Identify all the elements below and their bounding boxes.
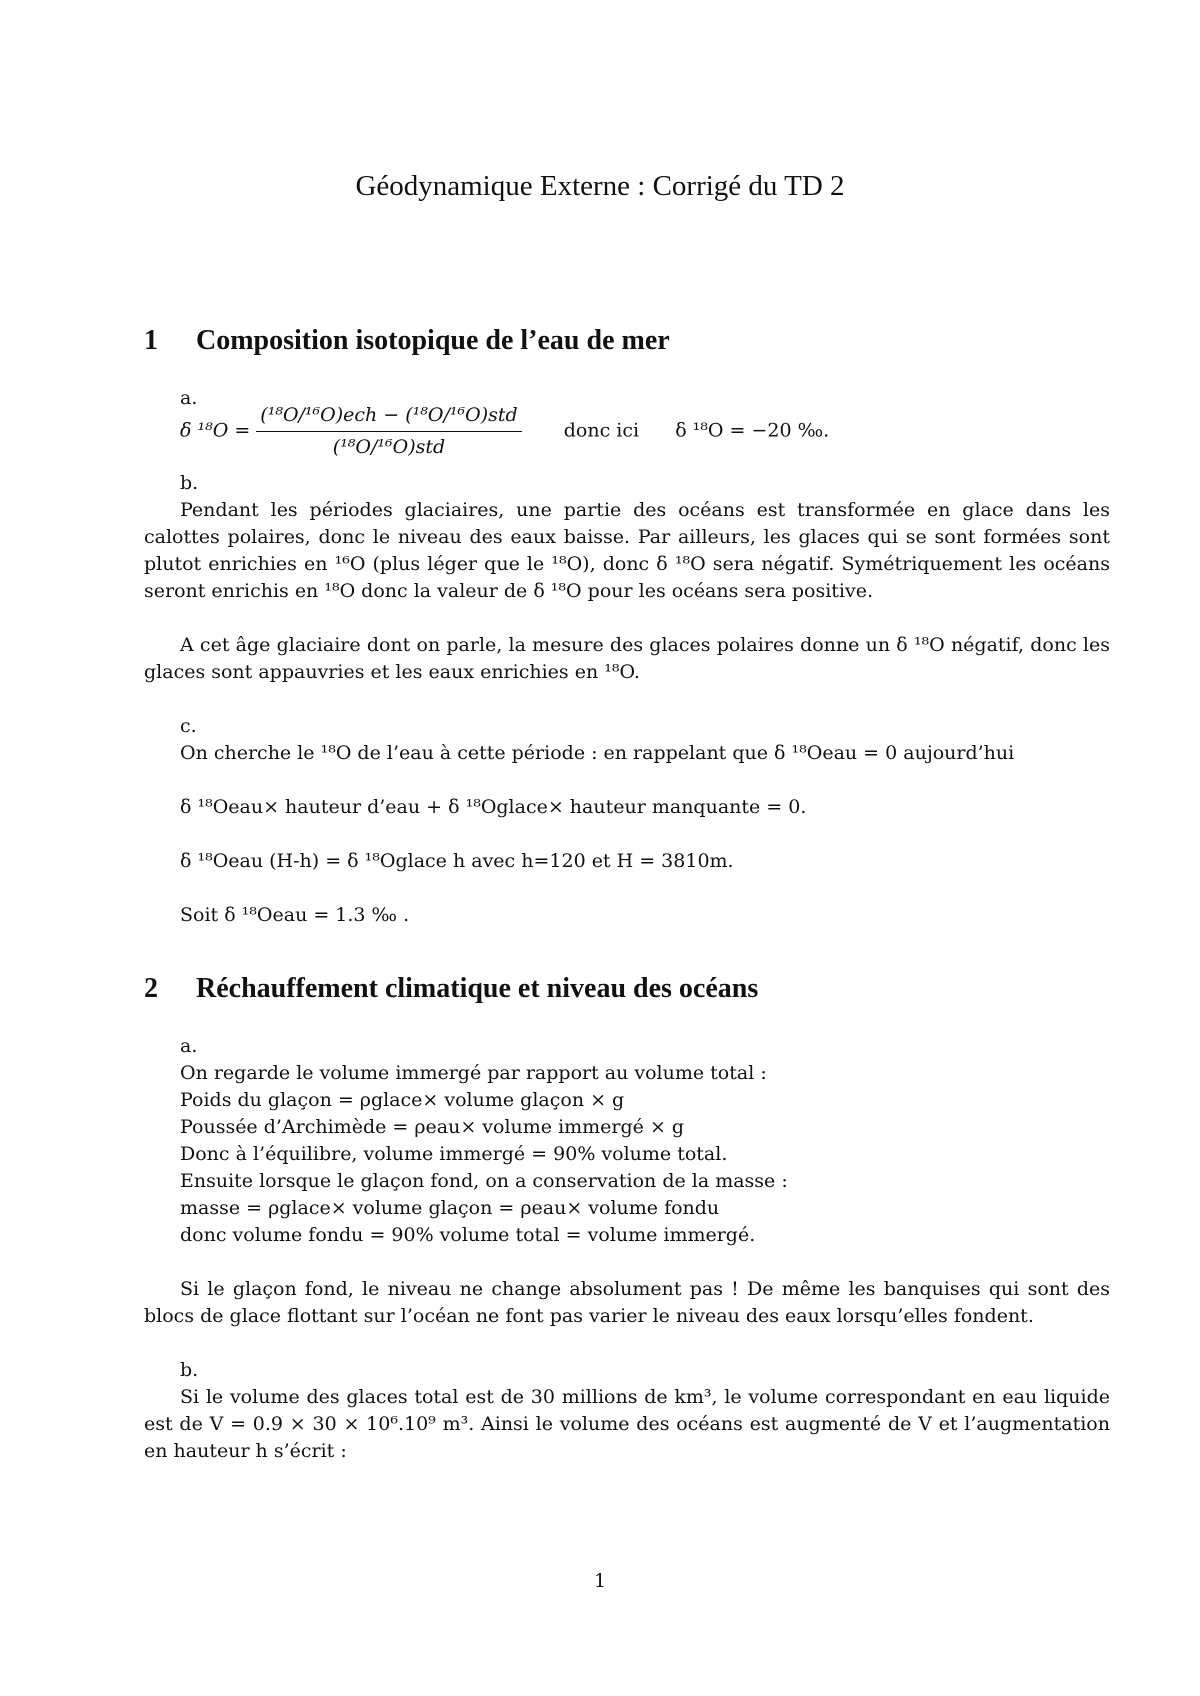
paragraph-b: [144, 1384, 1110, 1465]
section-1-heading: [144, 325, 670, 357]
formula-rhs: δ ¹⁸O = −20 ‰.: [675, 419, 830, 442]
formula-lhs: δ ¹⁸O =: [180, 419, 251, 442]
paragraph-a: [144, 1276, 1110, 1330]
paragraph-b2: [144, 632, 1110, 686]
section-2-heading: [144, 973, 758, 1005]
label-b: b.: [180, 472, 199, 494]
section-number: 1: [144, 325, 158, 356]
page-number: 1: [593, 1570, 607, 1592]
c-line-4: Soit δ ¹⁸Oeau = 1.3 ‰ .: [180, 904, 410, 926]
a-line-2: Poids du glaçon = ρglace× volume glaçon × g: [180, 1089, 625, 1111]
document-title: Géodynamique Externe : Corrigé du TD 2: [355, 170, 845, 202]
a-line-6: masse = ρglace× volume glaçon = ρeau× volume fondu: [180, 1197, 720, 1219]
c-line-1: On cherche le ¹⁸O de l’eau à cette période : en rappelant que δ ¹⁸Oeau = 0 aujourd’hui: [180, 742, 1015, 764]
paragraph-b-text: Si le volume des glaces total est de 30 millions de km³, le volume correspondant en eau liquide est de V = 0.9 × 30 × 10⁶.10⁹ m³. Ainsi le volume des océans est augmenté de V et l’augmentation en hauteur h s’écrit :: [144, 1386, 1110, 1462]
formula-rhs-label: donc ici: [563, 419, 640, 442]
paragraph-a-text: Si le glaçon fond, le niveau ne change absolument pas ! De même les banquises qui sont des blocs de glace flottant sur l’océan ne font pas varier le niveau des eaux lorsqu’elles fondent.: [144, 1278, 1110, 1327]
paragraph-b2-text: A cet âge glaciaire dont on parle, la mesure des glaces polaires donne un δ ¹⁸O négatif, donc les glaces sont appauvries et les eaux enrichies en ¹⁸O.: [144, 634, 1110, 683]
label-a: a.: [180, 387, 198, 409]
section-number: 2: [144, 973, 158, 1004]
label-b: b.: [180, 1359, 199, 1381]
a-line-3: Poussée d’Archimède = ρeau× volume immergé × g: [180, 1116, 685, 1138]
c-line-3: δ ¹⁸Oeau (H-h) = δ ¹⁸Oglace h avec h=120 et H = 3810m.: [180, 850, 734, 872]
a-line-1: On regarde le volume immergé par rapport au volume total :: [180, 1062, 767, 1084]
label-a: a.: [180, 1035, 198, 1057]
a-line-5: Ensuite lorsque le glaçon fond, on a conservation de la masse :: [180, 1170, 788, 1192]
delta-formula: [180, 402, 829, 461]
formula-numerator: (¹⁸O/¹⁶O)ech − (¹⁸O/¹⁶O)std: [256, 402, 521, 432]
a-line-4: Donc à l’équilibre, volume immergé = 90% volume total.: [180, 1143, 728, 1165]
section-title: Composition isotopique de l’eau de mer: [196, 325, 670, 356]
formula-denominator: (¹⁸O/¹⁶O)std: [332, 436, 446, 458]
paragraph-b1: [144, 497, 1110, 605]
c-line-2: δ ¹⁸Oeau× hauteur d’eau + δ ¹⁸Oglace× hauteur manquante = 0.: [180, 796, 807, 818]
label-c: c.: [180, 715, 197, 737]
a-line-7: donc volume fondu = 90% volume total = volume immergé.: [180, 1224, 756, 1246]
section-title: Réchauffement climatique et niveau des océans: [196, 973, 759, 1004]
formula-fraction: [256, 402, 521, 461]
paragraph-b1-text: Pendant les périodes glaciaires, une partie des océans est transformée en glace dans les calottes polaires, donc le niveau des eaux baisse. Par ailleurs, les glaces qui se sont formées sont plutot enrichies en ¹⁶O (plus léger que le ¹⁸O), donc δ ¹⁸O sera négatif. Symétriquement les océans seront enrichis en ¹⁸O donc la valeur de δ ¹⁸O pour les océans sera positive.: [144, 499, 1110, 602]
